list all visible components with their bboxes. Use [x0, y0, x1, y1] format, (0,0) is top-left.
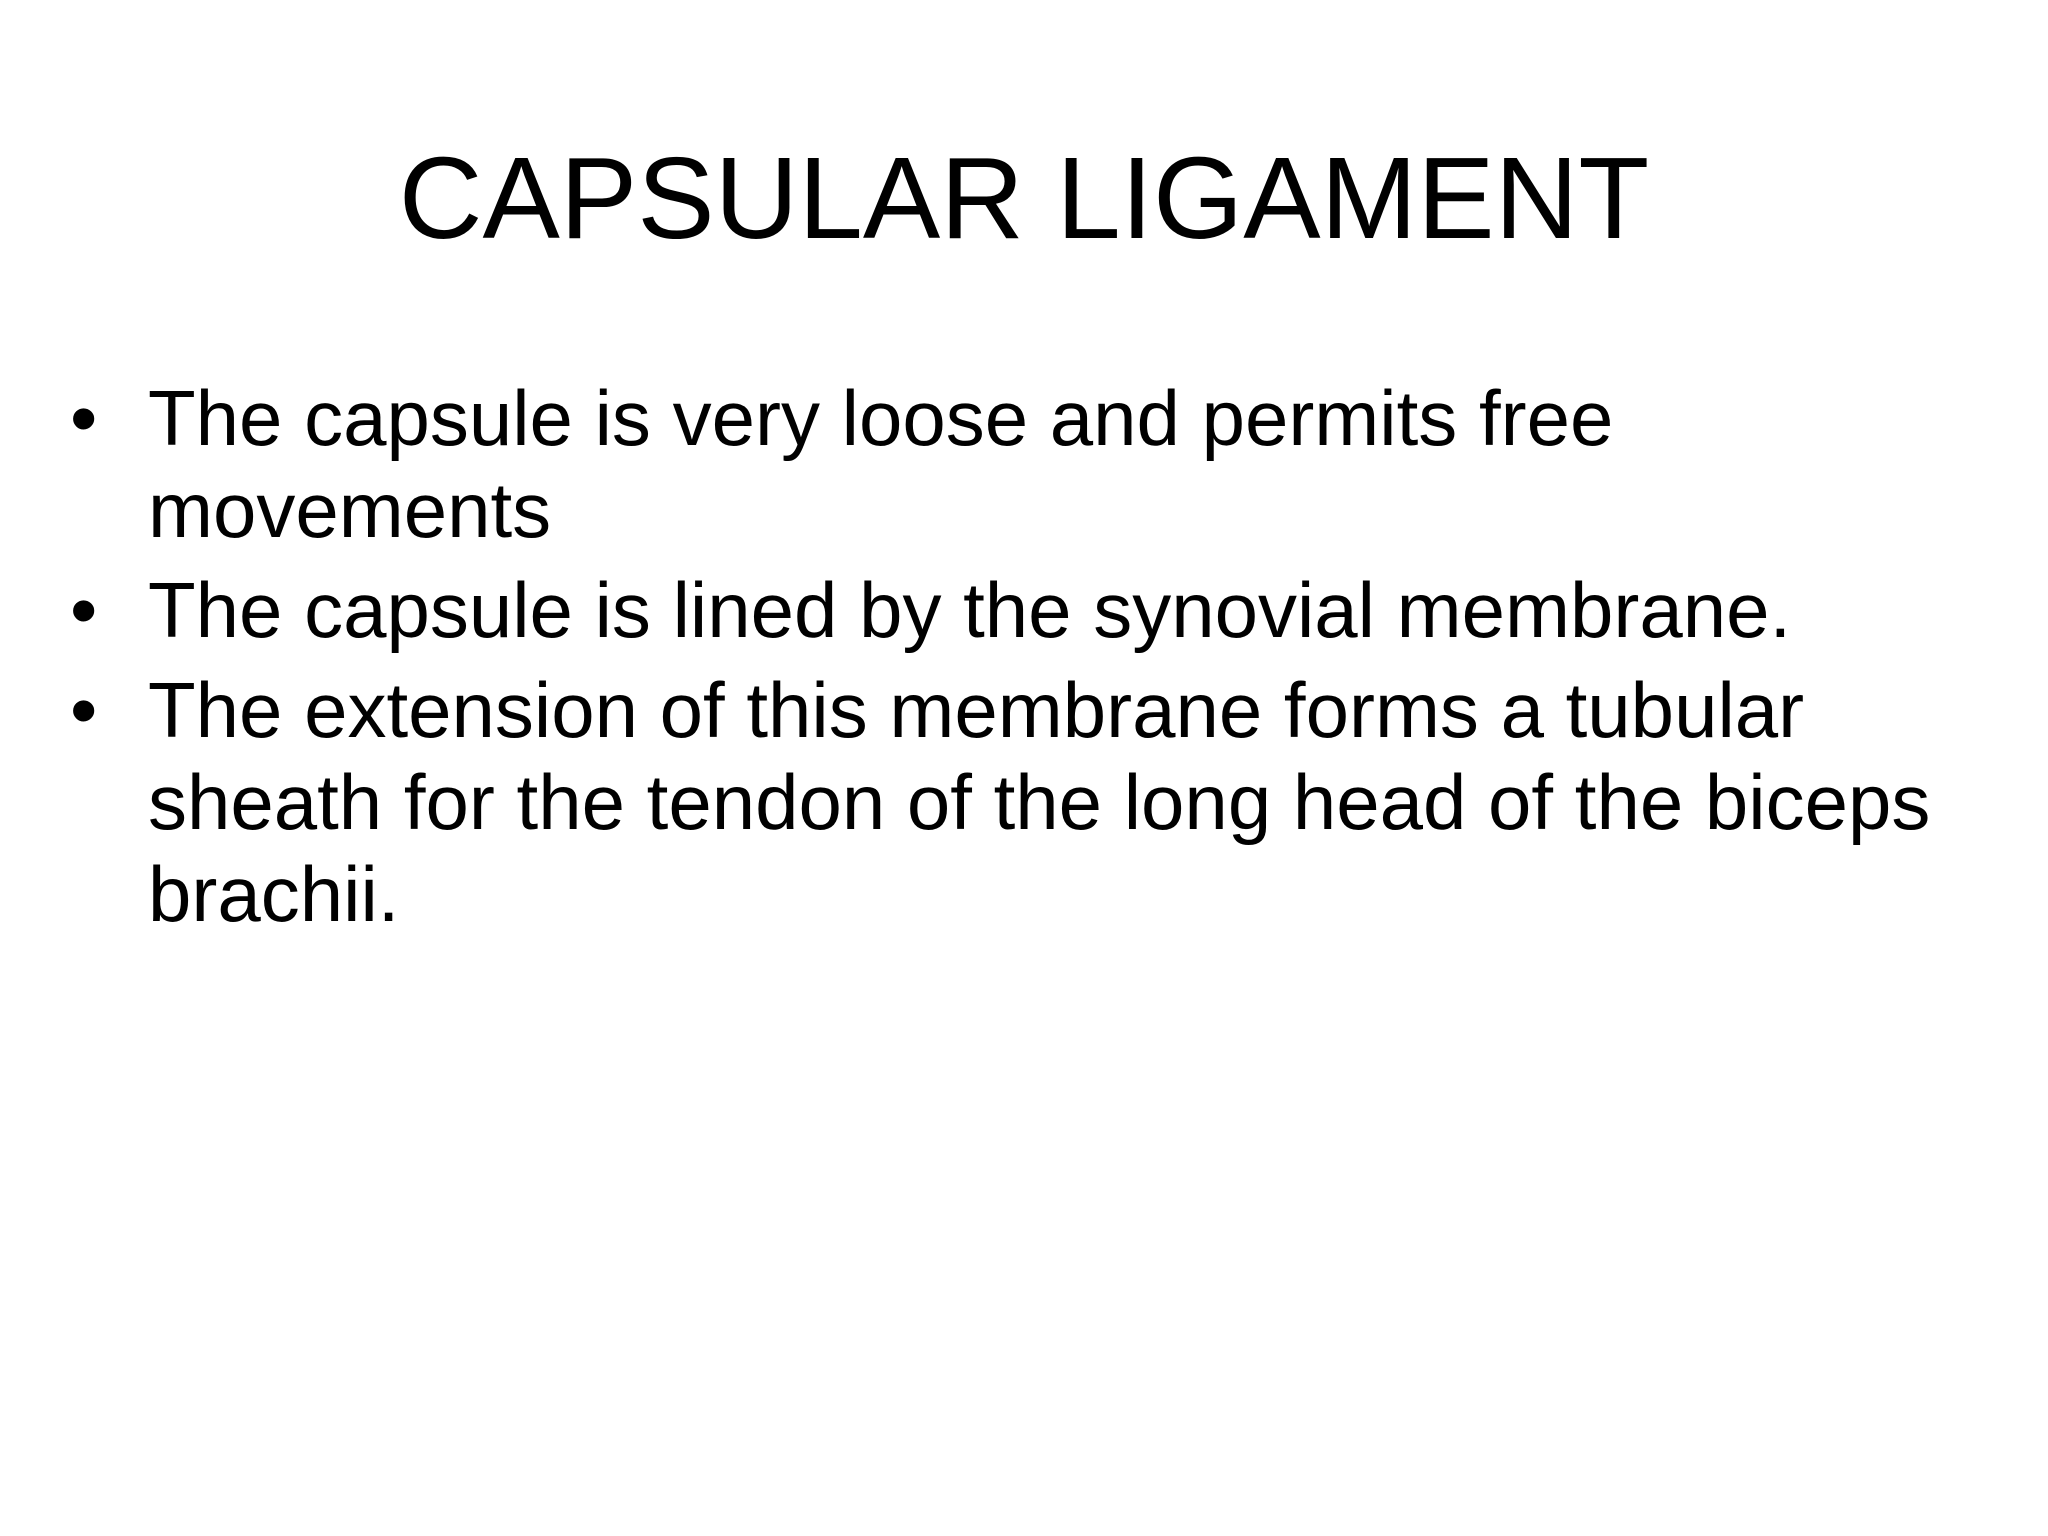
- bullet-dot-icon: •: [70, 566, 98, 654]
- slide-title: CAPSULAR LIGAMENT: [398, 133, 1650, 263]
- bullet-text: The capsule is very loose and permits free movements: [148, 374, 1614, 554]
- bullet-list: [68, 372, 1988, 948]
- bullet-item: [68, 564, 1988, 656]
- bullet-text: The capsule is lined by the synovial membrane.: [148, 566, 1792, 654]
- bullet-dot-icon: •: [70, 666, 98, 754]
- bullet-item: [68, 664, 1988, 940]
- bullet-item: [68, 372, 1988, 556]
- bullet-text: The extension of this membrane forms a tubular sheath for the tendon of the long head of the biceps brachii.: [148, 666, 1931, 938]
- bullet-dot-icon: •: [70, 374, 98, 462]
